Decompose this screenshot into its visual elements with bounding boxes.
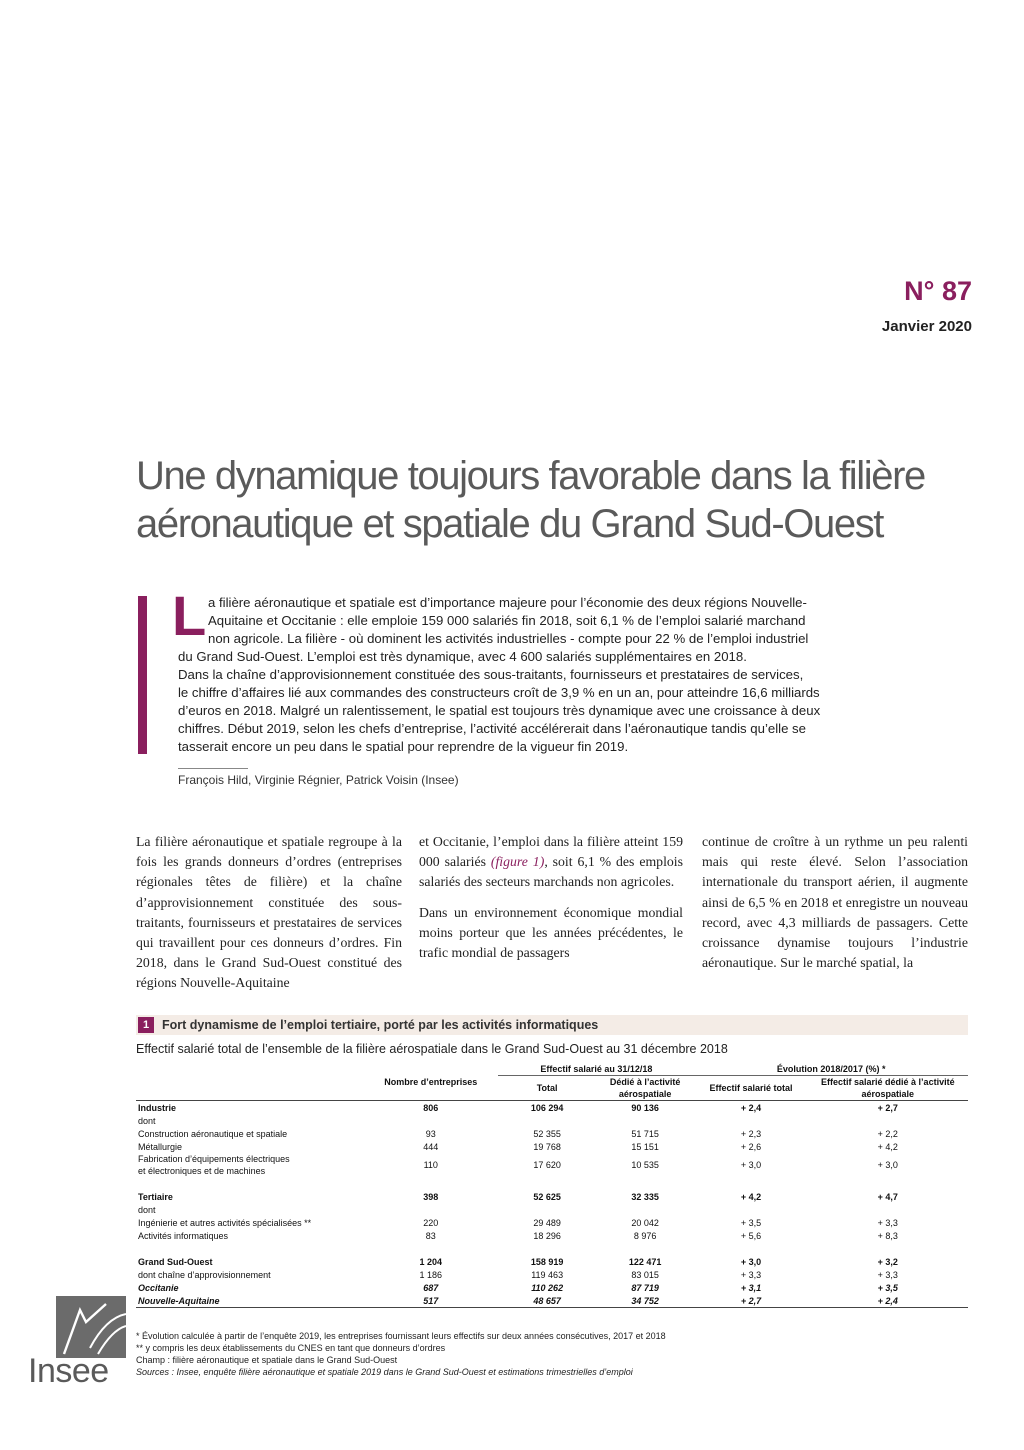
table-cell: 48 657 bbox=[498, 1294, 595, 1308]
figure-sources: Sources : Insee, enquête filière aéronautique et spatiale 2019 dans le Grand Sud-Ouest et estimations trimestrielles d’emploi bbox=[136, 1367, 633, 1377]
table-cell: + 4,2 bbox=[877, 1141, 898, 1152]
table-cell: 29 489 bbox=[533, 1217, 561, 1228]
body-paragraph: Dans un environnement économique mondial moins porteur que les années précédentes, le trafic mondial de passagers bbox=[419, 904, 683, 961]
table-cell: Nouvelle-Aquitaine bbox=[136, 1294, 363, 1308]
table-header-group-evolution: Évolution 2018/2017 (%) * bbox=[694, 1062, 968, 1076]
lead-paragraph bbox=[178, 594, 938, 756]
table-cell: + 3,3 bbox=[877, 1217, 898, 1228]
table-row bbox=[136, 1127, 968, 1140]
table-cell: 517 bbox=[363, 1294, 498, 1308]
table-cell: Ingénierie et autres activités spécialisées ** bbox=[138, 1217, 312, 1228]
figure-title: Fort dynamisme de l’emploi tertiaire, porté par les activités informatiques bbox=[162, 1018, 599, 1032]
table-cell: Grand Sud-Ouest bbox=[138, 1256, 213, 1267]
table-cell: 51 715 bbox=[631, 1128, 659, 1139]
table-cell: 52 355 bbox=[533, 1128, 561, 1139]
table-cell: + 2,4 bbox=[808, 1294, 968, 1308]
page-title: Une dynamique toujours favorable dans la filière aéronautique et spatiale du Grand Sud-Ouest bbox=[136, 454, 925, 546]
body-text: , soit 6,1 % des emplois salariés des secteurs marchands non agricoles. bbox=[419, 854, 684, 890]
table-cell: 1 204 bbox=[419, 1256, 442, 1267]
table-cell: + 2,6 bbox=[740, 1141, 762, 1152]
body-paragraph bbox=[419, 832, 683, 893]
authors: François Hild, Virginie Régnier, Patrick Voisin (Insee) bbox=[178, 773, 459, 787]
table-cell: 122 471 bbox=[628, 1256, 662, 1267]
body-column-3 bbox=[702, 832, 968, 983]
table-cell: 110 bbox=[423, 1160, 438, 1170]
table-cell: 220 bbox=[423, 1217, 439, 1228]
table-row bbox=[136, 1216, 968, 1229]
table-spacer-row bbox=[136, 1177, 968, 1190]
table-cell: + 4,7 bbox=[877, 1191, 898, 1202]
body-paragraph: continue de croître à un rythme un peu ralenti mais qui reste élevé. Selon l’association internationale du transport aérien, il augmente ainsi de 6,5 % en 2018 et enregistre un nouveau record, avec 4,3 milliards de passagers. Cette croissance dynamise toujours l’industrie aéronautique. Sur le marché spatial, la bbox=[702, 834, 968, 971]
table-cell bbox=[363, 1203, 968, 1216]
table-cell: 87 719 bbox=[631, 1282, 659, 1293]
table-cell: + 5,6 bbox=[740, 1230, 762, 1241]
table-row bbox=[136, 1153, 968, 1177]
table-cell: 15 151 bbox=[631, 1141, 659, 1152]
table-spacer-row bbox=[136, 1242, 968, 1255]
data-table bbox=[136, 1062, 968, 1308]
table-cell: 444 bbox=[423, 1141, 439, 1152]
lead-accent-bar bbox=[138, 596, 147, 754]
table-cell: 32 335 bbox=[631, 1191, 659, 1202]
table-cell: 1 186 bbox=[419, 1269, 442, 1280]
lead-line: le chiffre d’affaires lié aux commandes des constructeurs croît de 3,9 % en un an, pour atteindre 16,6 milliards bbox=[178, 685, 820, 700]
table-header-row bbox=[136, 1062, 968, 1076]
insee-logo-text: Insee bbox=[28, 1352, 109, 1390]
table-cell: Activités informatiques bbox=[138, 1230, 229, 1241]
figure-note: * Évolution calculée à partir de l’enquête 2019, les entreprises fournissant leurs effectifs sur deux années consécutives, 2017 et 2018 bbox=[136, 1331, 666, 1341]
figure-number-badge: 1 bbox=[138, 1017, 154, 1033]
table-header-cell bbox=[363, 1062, 498, 1076]
table-header-evo-dedie: Effectif salarié dédié à l’activité aérospatiale bbox=[808, 1076, 968, 1101]
table-header-group-effectif: Effectif salarié au 31/12/18 bbox=[498, 1062, 694, 1076]
table-cell: + 4,2 bbox=[740, 1191, 762, 1202]
table-cell: + 3,3 bbox=[740, 1269, 762, 1280]
figure-subtitle: Effectif salarié total de l’ensemble de la filière aérospatiale dans le Grand Sud-Ouest au 31 décembre 2018 bbox=[136, 1042, 728, 1056]
table-cell: + 3,5 bbox=[877, 1282, 898, 1293]
table-cell: 10 535 bbox=[631, 1160, 659, 1170]
body-paragraph: La filière aéronautique et spatiale regroupe à la fois les grands donneurs d’ordres (entreprises régionales têtes de filière) et la chaîne d’approvisionnement constituée des sous-traitants, fournisseurs et prestataires de services qui travaillent pour ces donneurs d’ordres. Fin 2018, dans le Grand Sud-Ouest constitué des régions Nouvelle-Aquitaine bbox=[136, 834, 402, 991]
table-row bbox=[136, 1294, 968, 1308]
table-cell: 83 bbox=[425, 1230, 436, 1241]
table-cell: 34 752 bbox=[596, 1294, 695, 1308]
table-row bbox=[136, 1229, 968, 1242]
lead-line: non agricole. La filière - où dominent les activités industrielles - compte pour 22 % de l’emploi industriel bbox=[208, 631, 809, 646]
table-cell: + 2,4 bbox=[740, 1102, 762, 1113]
table-header-row bbox=[136, 1076, 968, 1101]
table-cell bbox=[363, 1114, 968, 1127]
table-header-dedie: Dédié à l’activité aérospatiale bbox=[596, 1076, 695, 1101]
table-cell: 806 bbox=[423, 1102, 439, 1113]
table-cell: 83 015 bbox=[631, 1269, 659, 1280]
insee-logo-icon bbox=[56, 1296, 126, 1358]
table-row bbox=[136, 1140, 968, 1153]
table-cell-line: Fabrication d’équipements électriques bbox=[138, 1154, 290, 1164]
table-row bbox=[136, 1268, 968, 1281]
table-cell: 398 bbox=[423, 1191, 439, 1202]
table-cell: 20 042 bbox=[631, 1217, 659, 1228]
table-cell: + 3,3 bbox=[877, 1269, 898, 1280]
body-column-1 bbox=[136, 832, 402, 1004]
figure-note: Champ : filière aéronautique et spatiale dans le Grand Sud-Ouest bbox=[136, 1355, 398, 1365]
table-cell: + 3,0 bbox=[740, 1256, 762, 1267]
table-cell: + 2,7 bbox=[694, 1294, 807, 1308]
lead-line: d’euros en 2018. Malgré un ralentissement, le spatial est toujours très dynamique avec une croissance à deux bbox=[178, 703, 821, 718]
body-column-2 bbox=[419, 832, 683, 973]
table-cell: 90 136 bbox=[631, 1102, 659, 1113]
table-row bbox=[136, 1255, 968, 1268]
lead-line: a filière aéronautique et spatiale est d’importance majeure pour l’économie des deux régions Nouvelle- bbox=[208, 595, 807, 610]
table-cell: 158 919 bbox=[530, 1256, 564, 1267]
table-cell: 8 976 bbox=[633, 1230, 657, 1241]
figure-reference-link[interactable]: (figure 1) bbox=[490, 854, 545, 870]
table-cell: + 3,2 bbox=[877, 1256, 898, 1267]
table-cell: 93 bbox=[425, 1128, 436, 1139]
table-row bbox=[136, 1281, 968, 1294]
lead-line: tasserait encore un peu dans le spatial pour reprendre de la vigueur fin 2019. bbox=[178, 739, 629, 754]
table-row bbox=[136, 1101, 968, 1115]
table-cell: Industrie bbox=[138, 1102, 177, 1113]
lead-line: Aquitaine et Occitanie : elle emploie 159 000 salariés fin 2018, soit 6,1 % de l’emploi salarié marchand bbox=[208, 613, 806, 628]
table-cell: 17 620 bbox=[533, 1160, 561, 1170]
table-cell: 52 625 bbox=[533, 1191, 561, 1202]
table-cell: Tertiaire bbox=[138, 1191, 173, 1202]
issue-date: Janvier 2020 bbox=[881, 318, 972, 335]
table-cell: + 2,3 bbox=[740, 1128, 762, 1139]
table-cell: Métallurgie bbox=[138, 1141, 183, 1152]
table-cell bbox=[136, 1153, 363, 1177]
table-cell: 110 262 bbox=[531, 1282, 564, 1293]
table-cell: 119 463 bbox=[531, 1269, 564, 1280]
issue-number: N° 87 bbox=[904, 276, 972, 306]
table-cell: + 2,7 bbox=[877, 1102, 898, 1113]
table-cell: dont bbox=[138, 1115, 156, 1126]
table-header-cell bbox=[136, 1076, 363, 1101]
authors-divider bbox=[178, 768, 248, 769]
table-header-evo-total: Effectif salarié total bbox=[694, 1076, 807, 1101]
table-cell: Construction aéronautique et spatiale bbox=[138, 1128, 288, 1139]
table-cell: dont bbox=[138, 1204, 156, 1215]
table-cell: + 3,1 bbox=[740, 1282, 762, 1293]
figure-notes bbox=[136, 1330, 666, 1378]
table-header-total: Total bbox=[498, 1076, 595, 1101]
lead-line: Dans la chaîne d’approvisionnement constituée des sous-traitants, fournisseurs et prestataires de services, bbox=[178, 667, 804, 682]
table-cell-line: et électroniques et de machines bbox=[138, 1166, 266, 1176]
table-row bbox=[136, 1114, 968, 1127]
table-cell: 106 294 bbox=[530, 1102, 564, 1113]
table-cell: dont chaîne d’approvisionnement bbox=[138, 1269, 271, 1280]
body-text: et Occitanie, l’emploi dans la filière atteint 159 000 salariés bbox=[419, 834, 683, 870]
table-cell: + 8,3 bbox=[877, 1230, 898, 1241]
lead-dropcap: L bbox=[172, 584, 207, 647]
table-cell: + 2,2 bbox=[877, 1128, 898, 1139]
lead-line: du Grand Sud-Ouest. L’emploi est très dynamique, avec 4 600 salariés supplémentaires en 2018. bbox=[178, 649, 747, 664]
table-header-entreprises: Nombre d’entreprises bbox=[363, 1076, 498, 1101]
table-row bbox=[136, 1203, 968, 1216]
table-cell: Occitanie bbox=[138, 1282, 179, 1293]
table-cell: + 3,0 bbox=[740, 1160, 762, 1170]
table-cell: 18 296 bbox=[533, 1230, 561, 1241]
lead-line: chiffres. Début 2019, selon les chefs d’entreprise, l’activité accélérerait dans l’aéronautique tandis qu’elle se bbox=[178, 721, 806, 736]
table-cell: + 3,5 bbox=[740, 1217, 762, 1228]
table-cell: + 3,0 bbox=[877, 1160, 898, 1170]
table-header-cell bbox=[136, 1062, 363, 1076]
table-cell: 687 bbox=[423, 1282, 439, 1293]
table-row bbox=[136, 1190, 968, 1203]
table-cell: 19 768 bbox=[533, 1141, 561, 1152]
figure-note: ** y compris les deux établissements du CNES en tant que donneurs d’ordres bbox=[136, 1343, 446, 1353]
